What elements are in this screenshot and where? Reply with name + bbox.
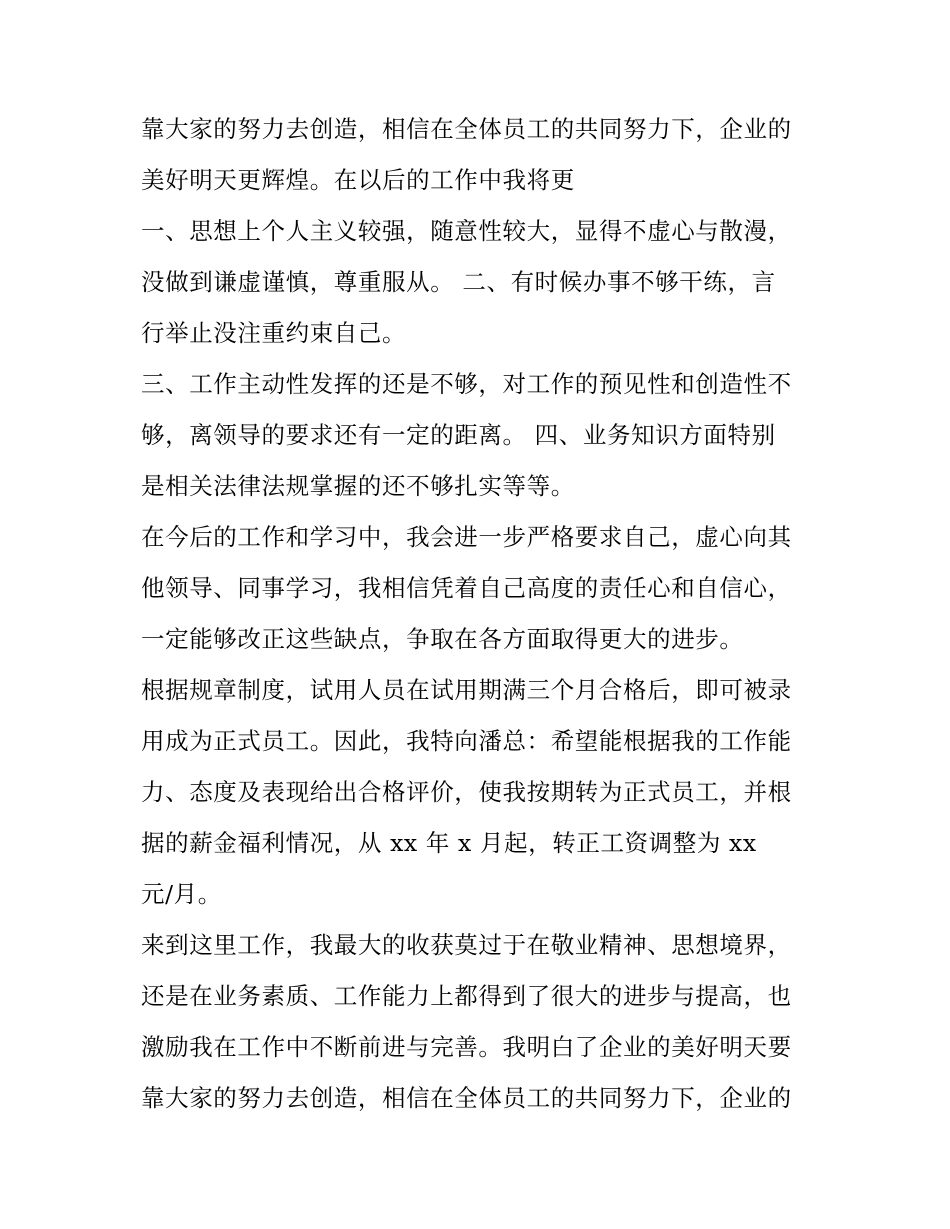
text-line: 激励我在工作中不断前进与完善。我明白了企业的美好明天要: [141, 1033, 792, 1061]
text-line: 在今后的工作和学习中，我会进一步严格要求自己，虚心向其: [141, 523, 792, 551]
text-line: 一、思想上个人主义较强，随意性较大，显得不虚心与散漫，: [141, 217, 792, 245]
text-line: 元/月。: [141, 880, 222, 908]
text-line: 没做到谦虚谨慎，尊重服从。 二、有时候办事不够干练，言: [141, 268, 776, 296]
text-line: 靠大家的努力去创造，相信在全体员工的共同努力下，企业的: [141, 1084, 792, 1112]
text-line: 力、态度及表现给出合格评价，使我按期转为正式员工，并根: [141, 778, 792, 806]
text-line: 靠大家的努力去创造，相信在全体员工的共同努力下，企业的: [141, 115, 792, 143]
text-line: 他领导、同事学习，我相信凭着自己高度的责任心和自信心，: [141, 574, 792, 602]
text-line: 够，离领导的要求还有一定的距离。 四、业务知识方面特别: [141, 421, 776, 449]
text-line: 用成为正式员工。因此，我特向潘总：希望能根据我的工作能: [141, 727, 792, 755]
text-line: 是相关法律法规掌握的还不够扎实等等。: [141, 472, 575, 500]
text-line: 来到这里工作，我最大的收获莫过于在敬业精神、思想境界，: [141, 931, 792, 959]
text-line: 还是在业务素质、工作能力上都得到了很大的进步与提高，也: [141, 982, 792, 1010]
text-line: 美好明天更辉煌。在以后的工作中我将更: [141, 166, 575, 194]
text-line: 一定能够改正这些缺点，争取在各方面取得更大的进步。: [141, 625, 744, 653]
text-line: 据的薪金福利情况，从 xx 年 x 月起，转正工资调整为 xx: [141, 829, 757, 857]
text-line: 行举止没注重约束自己。: [141, 319, 407, 347]
text-line: 根据规章制度，试用人员在试用期满三个月合格后，即可被录: [141, 676, 792, 704]
text-line: 三、工作主动性发挥的还是不够，对工作的预见性和创造性不: [141, 370, 792, 398]
